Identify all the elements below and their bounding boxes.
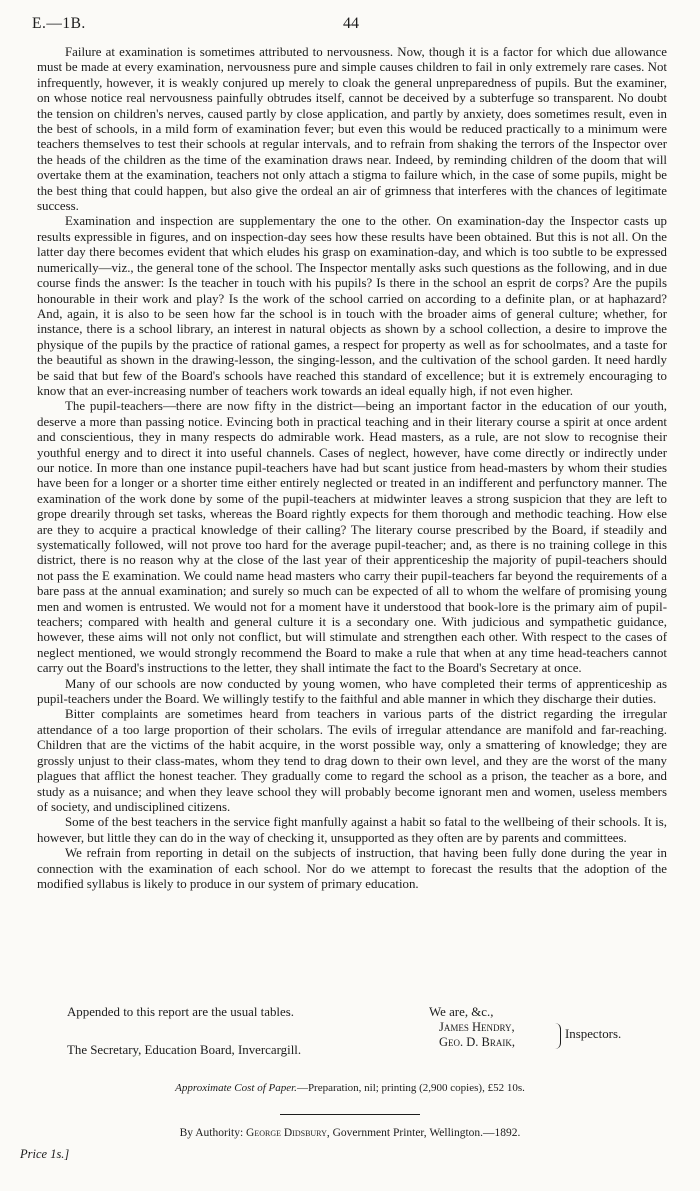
paragraph-best-teachers: Some of the best teachers in the service fight manfully against a habit so fatal to the wellbeing of their schools. It is, however, but little they can do in the way of checking it, unsupported as they often are by parents and committees. — [37, 815, 667, 845]
authority-suffix: Government Printer, Wellington.—1892. — [332, 1127, 521, 1139]
authority-line — [0, 1127, 700, 1139]
divider — [280, 1114, 420, 1115]
brace — [555, 1023, 561, 1049]
printer-name: George Didsbury, — [246, 1127, 330, 1139]
report-body — [37, 45, 667, 892]
cost-text: —Preparation, nil; printing (2,900 copies), £52 10s. — [296, 1082, 525, 1094]
paragraph-irregular-attendance: Bitter complaints are sometimes heard from teachers in various parts of the district regarding the irregular attendance of a too large proportion of their scholars. The evils of irregular attendance are manifold and far-reaching. Children that are the victims of the habit acquire, in the worst possible way, only a smattering of knowledge; they are grossly unjust to their class-mates, whom they tend to drag down to their own level, and they are the worst of the many plagues that afflict the honest teacher. They gradually come to regard the school as a prison, the teacher as a bore, and study as a nuisance; and when they leave school they will probably become ignorant men and women, useless members of society, and undisciplined citizens. — [37, 707, 667, 814]
cost-line — [0, 1082, 700, 1094]
valediction: We are, &c., — [429, 1005, 494, 1019]
signature-block — [37, 1005, 667, 1065]
paragraph-nervousness: Failure at examination is sometimes attributed to nervousness. Now, though it is a factor for which due allowance must be made at every examination, nervousness pure and simple causes children to fail in only extremely rare cases. Not infrequently, however, it is weakly conjured up merely to cloak the general unpreparedness of pupils. But the examiner, on whose notice real nervousness painfully obtrudes itself, cannot be deceived by a subterfuge so transparent. No doubt the tension on children's nerves, caused partly by close application, and partly by anxiety, does sometimes result, even in the best of schools, in a mild form of examination fever; but even this would be reduced practically to a minimum were teachers themselves to test their schools at regular intervals, and to refrain from shaking the terrors of the Inspector over the heads of the children as the time of the examination draws near. Indeed, by reminding children of the doom that will overtake them at the examination, teachers not only attach a stigma to failure which, in the case of some pupils, might be the best thing that could happen, but also give the ordeal an air of grimness that interferes with the chances of legitimate success. — [37, 45, 667, 214]
paragraph-pupil-teachers: The pupil-teachers—there are now fifty in the district—being an important factor in the education of our youth, deserve a more than passing notice. Evincing both in practical teaching and in their literary course a spirit at once ardent and conscientious, they in many respects do admirable work. Head masters, as a rule, are not slow to recognise their youthful energy and to direct it into useful channels. Cases of neglect, however, have come directly or indirectly under our notice. In more than one instance pupil-teachers have had but scant justice from head-masters by whom their studies have been for a longer or a shorter time either entirely neglected or treated in an indifferent and perfunctory manner. The examination of the work done by some of the pupil-teachers at midwinter leaves a strong suspicion that they are left to grope drearily through set tasks, whereas the Board rightly expects for them thorough and methodic teaching. How else are they to acquire a practical knowledge of their calling? The literary course prescribed by the Board, if steadily and systematically followed, will not prove too hard for the average pupil-teacher; and, as there is no training college in this district, there is no reason why at the close of the last year of their apprenticeship the majority of pupil-teachers should not pass the E examination. We could name head masters who carry their pupil-teachers far beyond the requirements of a bare pass at the annual examination; and surely so much can be expected of all to whom the welfare of promising young men and women is entrusted. We would not for a moment have it understood that book-lore is the primary aim of pupil-teachers; compared with health and general culture it is a secondary one. With judicious and sympathetic guidance, however, these aims will not only not conflict, but will stimulate and strengthen each other. With respect to the cases of neglect mentioned, we would strongly recommend the Board to make a rule that when at any time head-teachers cannot carry out the Board's instructions to the letter, they shall intimate the fact to the Board's Secretary at once. — [37, 399, 667, 676]
authority-prefix: By Authority: — [179, 1127, 244, 1139]
signatory-hendry: James Hendry, — [439, 1020, 515, 1034]
cost-label: Approximate Cost of Paper. — [175, 1082, 297, 1094]
page-header — [32, 15, 670, 41]
paragraph-examination-inspection: Examination and inspection are supplementary the one to the other. On examination-day the Inspector casts up results expressible in figures, and on inspection-day sees how these results have been obtained. But this is not all. On the latter day there becomes evident that which eludes his grasp on examination-day, and which is too subtle to be expressed numerically—viz., the general tone of the school. The Inspector mentally asks such questions as the following, and in due course finds the answer: Is the teacher in touch with his pupils? Is there in the school an esprit de corps? Are the pupils honourable in their work and play? Is the work of the school carried on according to a definite plan, or at haphazard? And, again, it is also to be seen how far the school is in touch with the broader aims of general culture; whether, for instance, there is a school library, an interest in natural objects as shown by a school collection, a desire to improve the physique of the pupils by the practice of rational games, a respect for property as well as for schoolmates, and a taste for the beautiful as shown in the drawing-lesson, the singing-lesson, and the cultivation of the school garden. It need hardly be said that but few of the Board's schools have reached this standard of excellence; but it is extremely encouraging to know that an ever-increasing number of teachers work towards an ideal equally high, if not even higher. — [37, 214, 667, 398]
addressee: The Secretary, Education Board, Invercargill. — [67, 1043, 302, 1057]
signatory-braik: Geo. D. Braik, — [439, 1035, 516, 1049]
page-number: 44 — [343, 15, 359, 32]
appended-note: Appended to this report are the usual tables. — [67, 1005, 294, 1019]
price: Price 1s.] — [20, 1147, 70, 1161]
signatories — [439, 1020, 515, 1050]
document-reference: E.—1B. — [32, 15, 86, 32]
paragraph-young-women: Many of our schools are now conducted by young women, who have completed their terms of apprenticeship as pupil-teachers under the Board. We willingly testify to the faithful and able manner in which they discharge their duties. — [37, 676, 667, 707]
paragraph-subjects: We refrain from reporting in detail on the subjects of instruction, that having been fully done during the year in connection with the examination of each school. Nor do we attempt to forecast the results that the adoption of the modified syllabus is likely to produce in our system of primary education. — [37, 846, 667, 891]
inspectors-title: Inspectors. — [565, 1027, 622, 1041]
